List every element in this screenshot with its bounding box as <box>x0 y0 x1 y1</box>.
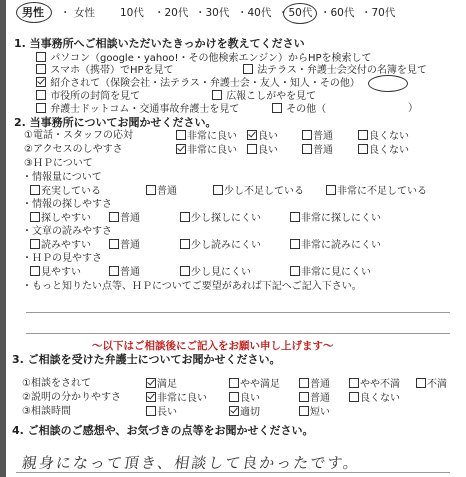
gender-male: 男性 <box>22 6 44 19</box>
q1-opt-directory: 法テラス・弁護士会交付の名簿を見て <box>243 64 427 77</box>
post-consult-notice: 〜以下はご相談後にご記入をお願い申し上げます〜 <box>92 340 334 352</box>
q1-opt-other: その他（ <box>272 103 326 116</box>
q3-title: 3. ご相談を受けた弁護士についてお聞かせください。 <box>12 353 281 366</box>
checkbox[interactable] <box>180 212 190 222</box>
checkbox[interactable] <box>36 52 46 62</box>
checkbox[interactable] <box>302 144 312 154</box>
age-10: 10代 <box>120 7 144 19</box>
q2-row1-opt: 良い <box>247 130 278 143</box>
checkbox[interactable] <box>290 266 300 276</box>
age-30: ・30代 <box>195 7 230 19</box>
checkbox[interactable] <box>349 378 359 388</box>
q2-row2-opt: 普通 <box>302 144 333 157</box>
write-line <box>26 312 450 313</box>
checkbox[interactable] <box>109 239 119 249</box>
checkbox[interactable] <box>36 103 46 113</box>
checkbox[interactable] <box>146 185 156 195</box>
info-amount-label: ・情報量について <box>22 172 102 183</box>
checkbox[interactable] <box>30 239 40 249</box>
q1-opt-smartphone: スマホ（携帯）でHPを見て <box>36 64 174 77</box>
checkbox[interactable] <box>349 392 359 402</box>
gender-circle <box>16 2 52 23</box>
write-line <box>16 472 450 473</box>
checkbox-checked[interactable] <box>247 130 257 140</box>
q2-row2-label: ②アクセスのしやすさ <box>24 144 123 155</box>
checkbox[interactable] <box>146 406 156 416</box>
readability-label: ・文章の読みやすさ <box>22 226 112 237</box>
age-circle <box>283 3 317 24</box>
q2-row1-opt: 良くない <box>358 130 409 143</box>
age-40: ・40代 <box>237 7 272 19</box>
checkbox-checked[interactable] <box>229 406 239 416</box>
q2-row2-opt: 良い <box>247 144 278 157</box>
checkbox[interactable] <box>302 130 312 140</box>
age-70: ・70代 <box>361 7 396 19</box>
checkbox[interactable] <box>212 90 222 100</box>
checkbox-checked[interactable] <box>36 77 46 87</box>
other-circle <box>368 75 408 92</box>
q2-row1-opt: 非常に良い <box>176 130 237 143</box>
checkbox[interactable] <box>180 239 190 249</box>
visibility-label: ・ＨＰの見やすさ <box>22 253 102 264</box>
q3-r3-label: ③相談時間 <box>22 406 71 417</box>
checkbox[interactable] <box>299 392 309 402</box>
checkbox[interactable] <box>416 378 426 388</box>
handwritten-comment: 親身になって頂き、相談して良かったです。 <box>20 454 362 472</box>
checkbox[interactable] <box>243 64 253 74</box>
checkbox-checked[interactable] <box>146 392 156 402</box>
checkbox[interactable] <box>299 406 309 416</box>
gender-female: 女性 <box>74 7 95 19</box>
checkbox[interactable] <box>36 90 46 100</box>
q1-opt-koshigaya: 広報こしがやを見て <box>212 90 316 103</box>
request-label: ・もっと知りたい点等、ＨＰについてご要望があれば下記へご記入下さい。 <box>22 281 362 292</box>
q1-opt-referral: 紹介されて（保険会社・法テラス・弁護士会・友人・知人・その他） <box>36 77 360 90</box>
q2-row1-opt: 普通 <box>302 130 333 143</box>
age-60: ・60代 <box>320 7 355 19</box>
q2-title: 2. 当事務所についてお聞かせください。 <box>14 116 217 129</box>
scan-edge <box>0 0 6 477</box>
checkbox[interactable] <box>229 378 239 388</box>
age-50: ・50代 <box>278 7 313 19</box>
ease-find-label: ・情報の探しやすさ <box>22 199 112 210</box>
q2-row3-label: ③ＨＰについて <box>24 158 93 169</box>
checkbox[interactable] <box>247 144 257 154</box>
checkbox[interactable] <box>176 130 186 140</box>
checkbox[interactable] <box>30 212 40 222</box>
q1-title: 1. 当事務所へご相談いただいたきっかけを教えてください <box>14 37 305 50</box>
q1-opt-other-close: ） <box>408 103 418 114</box>
checkbox[interactable] <box>109 266 119 276</box>
checkbox[interactable] <box>180 266 190 276</box>
checkbox[interactable] <box>272 103 282 113</box>
q3-r1-label: ①相談をされて <box>22 378 91 389</box>
checkbox-checked[interactable] <box>146 378 156 388</box>
checkbox[interactable] <box>290 212 300 222</box>
q3-r2-label: ②説明の分かりやすさ <box>22 392 121 403</box>
checkbox[interactable] <box>229 392 239 402</box>
checkbox[interactable] <box>358 144 368 154</box>
q2-row2-opt: 良くない <box>358 144 409 157</box>
q1-opt-bengo: 弁護士ドットコム・交通事故弁護士を見て <box>36 103 239 116</box>
q1-opt-city: 市役所の封筒を見て <box>36 90 140 103</box>
checkbox[interactable] <box>109 212 119 222</box>
checkbox[interactable] <box>299 378 309 388</box>
q4-title: 4. ご相談のご感想や、お気づきの点等をお聞かせください。 <box>12 424 314 437</box>
checkbox[interactable] <box>30 185 40 195</box>
write-line <box>26 333 450 334</box>
age-20: ・20代 <box>154 7 189 19</box>
gender-sep: ・ <box>60 7 71 19</box>
checkbox[interactable] <box>213 185 223 195</box>
q2-row1-label: ①電話・スタッフの応対 <box>24 130 133 141</box>
q1-opt-pc: パソコン（google・yahoo!・その他検索エンジン）からHPを検索して <box>36 52 372 65</box>
checkbox[interactable] <box>36 64 46 74</box>
checkbox[interactable] <box>326 185 336 195</box>
checkbox[interactable] <box>290 239 300 249</box>
q2-row2-opt: 非常に良い <box>176 144 237 157</box>
checkbox-checked[interactable] <box>176 144 186 154</box>
checkbox[interactable] <box>358 130 368 140</box>
checkbox[interactable] <box>30 266 40 276</box>
